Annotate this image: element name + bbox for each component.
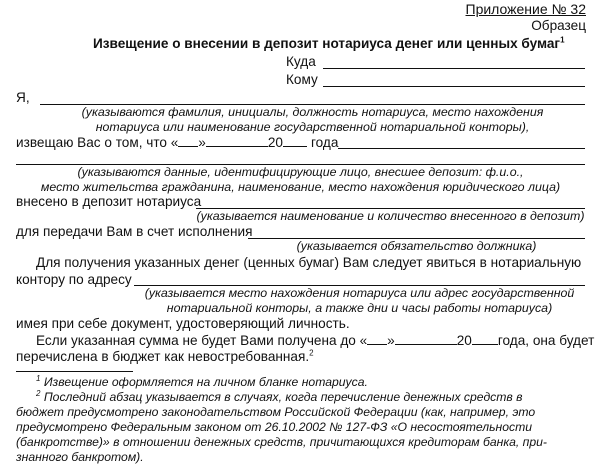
where-field[interactable] [323, 68, 585, 69]
hint-office-line: (указывается место нахождения нотариуса или адрес государственной [144, 286, 575, 300]
hint-notary [40, 105, 585, 135]
hint-notary-line: нотариуса или наименование государственной нотариальной конторы), [95, 120, 530, 134]
to-whom-field[interactable] [323, 86, 585, 87]
budget-line [16, 349, 314, 365]
footnote-1-mark: 1 [36, 373, 41, 383]
sample-label: Образец [531, 18, 586, 33]
hint-notary-line: (указываются фамилия, инициалы, должность нотариуса, место нахождения [81, 105, 544, 119]
hint-depositor-line: (указываются данные, идентифицирующие лицо, внесшее депозит: ф.и.о., [77, 165, 524, 179]
if-prefix: Если указанная сумма не будет Вами получена до « [36, 333, 368, 348]
footnote-2-mark: 2 [36, 388, 41, 398]
notify-century: 20 [267, 135, 283, 150]
receive-text-2: контору по адресу [16, 272, 132, 287]
notify-year-field[interactable] [283, 134, 307, 147]
hint-property: (указывается наименование и количество внесенного в депозит) [196, 209, 585, 223]
notify-month-field[interactable] [206, 134, 268, 147]
document-title [93, 36, 565, 52]
where-label: Куда [286, 54, 316, 69]
footnote-2 [16, 390, 586, 465]
footnote-2-line: знанного банкротом). [16, 450, 144, 464]
i-label: Я, [16, 90, 30, 105]
if-month-field[interactable] [395, 332, 457, 345]
notify-quote: » [198, 135, 206, 150]
footnote-1-text: Извещение оформляется на личном бланке нотариуса. [43, 375, 368, 389]
appendix-label: Приложение № 32 [465, 1, 586, 17]
to-whom-label: Кому [286, 72, 318, 87]
hint-obligation: (указывается обязательство должника) [296, 239, 537, 253]
footnote-separator [16, 371, 133, 372]
hint-depositor-line: место жительства гражданина, наименование, место нахождения юридического лица) [40, 180, 561, 194]
footnote-2-line: предусмотрено Федеральным законом от 26.10.2002 № 127-ФЗ «О несостоятельности [16, 420, 533, 434]
budget-text: перечислена в бюджет как невостребованная. [16, 349, 310, 364]
footnote-2-line: (банкротстве)» в отношении денежных средств, причитающихся кредиторам банка, при- [16, 435, 547, 449]
notify-year-suffix: года [310, 135, 339, 150]
footnote-1 [36, 375, 368, 390]
notify-extra-field[interactable] [338, 148, 585, 149]
hint-office [134, 286, 585, 316]
footnote-2-text: Последний абзац указывается в случаях, когда перечисление денежных средств в [43, 390, 523, 404]
receive-text: Для получения указанных денег (ценных бумаг) Вам следует явиться в нотариальную [36, 255, 582, 270]
footnote-2-line: бюджет предусмотрено законодательством Российской Федерации (как, например, это [16, 405, 536, 419]
if-day-field[interactable] [367, 332, 387, 345]
notify-line [16, 134, 338, 151]
if-year-field[interactable] [472, 332, 498, 345]
if-line [36, 332, 594, 349]
deposit-label: внесено в депозит нотариуса [16, 194, 202, 209]
notify-day-field[interactable] [178, 134, 198, 147]
transfer-label: для передачи Вам в счет исполнения [16, 224, 253, 239]
footnote-2-line [16, 390, 586, 405]
hint-depositor [16, 165, 585, 195]
if-century: 20 [456, 333, 472, 348]
budget-footnote-mark: 2 [309, 348, 314, 358]
document-text: имея при себе документ, удостоверяющий личность. [16, 316, 350, 331]
document-title-text: Извещение о внесении в депозит нотариуса денег или ценных бумаг [93, 36, 561, 51]
hint-office-line: нотариальной конторы, а также дни и часы работы нотариуса) [166, 301, 553, 315]
if-suffix: года, она будет [497, 333, 595, 348]
title-footnote-mark: 1 [560, 35, 565, 45]
notify-prefix: извещаю Вас о том, что « [16, 135, 179, 150]
if-quote: » [387, 333, 395, 348]
